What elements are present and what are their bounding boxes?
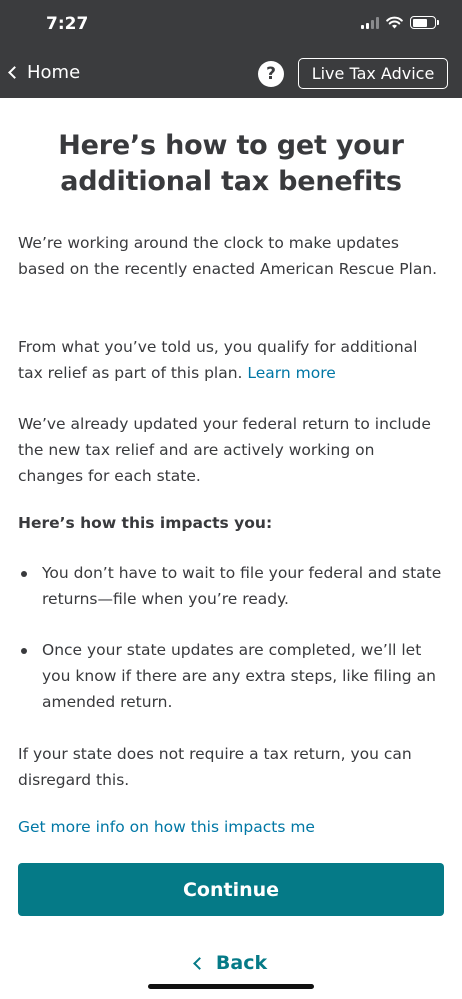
more-info-link[interactable]: Get more info on how this impacts me (18, 818, 315, 836)
back-button[interactable] (0, 952, 462, 974)
status-icons (361, 16, 436, 29)
main-content (18, 128, 444, 836)
home-back-label: Home (27, 62, 81, 83)
help-icon[interactable]: ? (258, 61, 284, 87)
intro-paragraph: We’re working around the clock to make updates based on the recently enacted American Rescue Plan. (18, 234, 438, 278)
chevron-left-icon (193, 957, 206, 970)
home-back-button[interactable] (10, 62, 80, 83)
impact-heading: Here’s how this impacts you: (18, 514, 273, 532)
list-item: You don’t have to wait to file your federal and state returns—file when you’re ready. (18, 560, 444, 612)
list-item: Once your state updates are completed, we’ll let you know if there are any extra steps, like filing an amended return. (18, 637, 444, 715)
home-indicator (148, 984, 314, 989)
status-time: 7:27 (46, 14, 89, 34)
live-tax-advice-button[interactable]: Live Tax Advice (298, 58, 448, 89)
learn-more-link[interactable]: Learn more (247, 364, 336, 382)
federal-update-paragraph: We’ve already updated your federal return to include the new tax relief and are actively working on changes for each state. (18, 415, 431, 485)
qualify-paragraph (18, 334, 444, 386)
continue-button[interactable]: Continue (18, 863, 444, 916)
top-bar (0, 0, 462, 98)
back-label: Back (215, 952, 268, 974)
qualify-text: From what you’ve told us, you qualify for additional tax relief as part of this plan. (18, 338, 418, 382)
disregard-paragraph: If your state does not require a tax return, you can disregard this. (18, 745, 412, 789)
impact-list (18, 560, 444, 715)
chevron-left-icon (8, 66, 21, 79)
cellular-signal-icon (361, 17, 379, 29)
page-title: Here’s how to get your additional tax benefits (58, 130, 404, 197)
wifi-icon (386, 16, 403, 29)
battery-icon (410, 16, 436, 29)
